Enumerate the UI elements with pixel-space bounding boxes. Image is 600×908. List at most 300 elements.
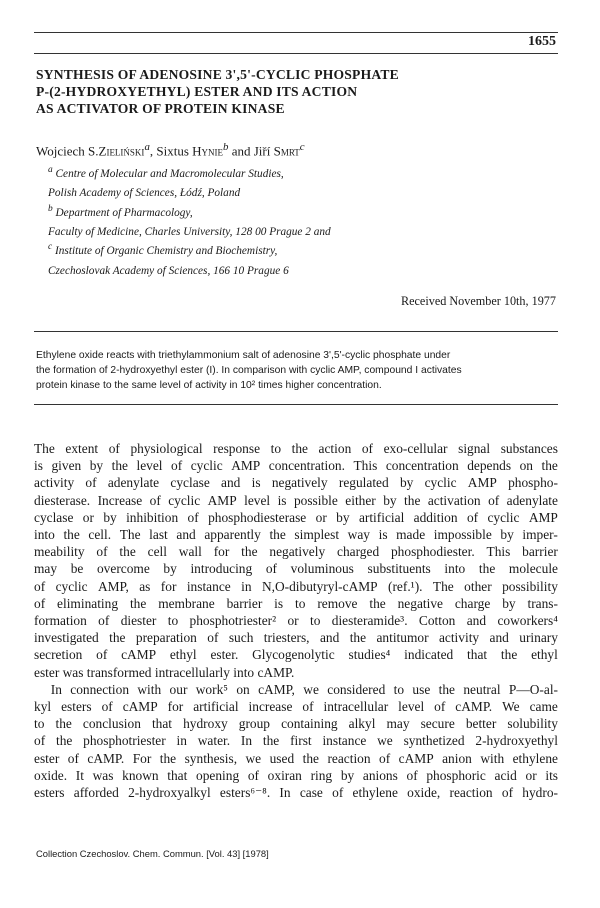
word: by (500, 527, 514, 543)
word: by (89, 458, 104, 474)
author-first-name: Jiří (253, 143, 274, 159)
word: N,O-dibutyryl-cAMP (261, 578, 378, 594)
word: investigated (34, 630, 99, 646)
word: barrier (522, 544, 558, 560)
word: as (139, 578, 151, 594)
word: is (274, 595, 284, 611)
word: diesteramide³. (331, 613, 408, 629)
word: to (295, 595, 306, 611)
word: cAMP. (87, 750, 125, 766)
word: anions (362, 767, 398, 783)
body-line (34, 646, 558, 663)
body-line (34, 526, 558, 543)
word: oxide, (407, 785, 441, 801)
word: trans- (527, 595, 558, 611)
word: that (167, 767, 188, 783)
top-rule (34, 32, 558, 33)
word: ethylene (352, 785, 398, 801)
word: the (500, 647, 518, 663)
word: we (377, 733, 393, 749)
body-line (34, 560, 558, 577)
word: ring (310, 767, 333, 783)
word: AMP (467, 475, 497, 491)
word: oxiran (267, 767, 302, 783)
author-affil-mark: b (223, 141, 229, 153)
affiliation-text: Centre of Molecular and Macromolecular Studies, (52, 167, 284, 180)
word: level (244, 492, 271, 508)
word: activation (427, 492, 481, 508)
word: was (92, 767, 114, 783)
word: by (163, 561, 177, 577)
word: of (247, 767, 259, 783)
word: cyclic (168, 492, 201, 508)
word: hydro- (522, 785, 558, 801)
word: water. (197, 733, 231, 749)
affil-mark: c (48, 242, 53, 253)
word: We (502, 699, 520, 715)
word: physiological (130, 441, 203, 456)
word: Increase (97, 492, 143, 508)
word: instance (186, 578, 231, 594)
word: artificial (358, 509, 405, 525)
word: of (379, 750, 391, 766)
word: solubility (507, 716, 558, 732)
title-line: AS ACTIVATOR OF PROTEIN KINASE (36, 101, 285, 116)
word: phospho- (508, 475, 558, 491)
word: by (340, 767, 355, 783)
word: cAMP, (258, 681, 295, 697)
affiliation-text: Department of Pharmacology, (52, 206, 193, 219)
word: neutral (463, 681, 501, 697)
word: activity (34, 475, 75, 491)
word: esters (61, 699, 92, 715)
word: formation (34, 613, 87, 629)
word: of (302, 699, 314, 715)
word: use (412, 681, 431, 697)
word: is (378, 527, 388, 543)
word: is (277, 492, 287, 508)
word: the (541, 458, 558, 474)
word: the (478, 561, 496, 577)
affiliation-text: Polish Academy of Sciences, Łódź, Poland (48, 187, 241, 200)
word: cyclic (487, 509, 520, 525)
word: to (167, 613, 179, 629)
word: (ref.¹). (388, 578, 423, 594)
word: indicated (404, 647, 454, 663)
journal-footer: Collection Czechoslov. Chem. Commun. [Vol. 43] [1978] (36, 848, 269, 859)
word: and (489, 630, 509, 646)
word: cAMP (122, 699, 158, 715)
word: by (383, 492, 397, 508)
word: phosphoric (426, 767, 486, 783)
word: ethyl (531, 647, 558, 663)
word: activity (438, 630, 480, 646)
word: addition (413, 509, 458, 525)
word: on (519, 458, 533, 474)
word: by (336, 509, 350, 525)
word: of (96, 647, 108, 663)
word: secure (420, 716, 455, 732)
word: made (396, 527, 426, 543)
word: the (63, 527, 80, 543)
word: of (34, 578, 46, 594)
word: alkyl (348, 716, 376, 732)
word: depends (467, 458, 512, 474)
word: with (137, 681, 162, 697)
word: concentration. (268, 458, 345, 474)
word: synthetized (403, 733, 465, 749)
word: with (480, 750, 505, 766)
word: of (98, 613, 110, 629)
word: to (34, 716, 45, 732)
word: anion (442, 750, 472, 766)
word: charge (454, 595, 491, 611)
word: artificial (193, 699, 239, 715)
abstract-line: the formation of 2-hydroxyethyl ester (I). In comparison with cyclic AMP, compound I activates (36, 364, 462, 376)
affiliation-line (48, 260, 548, 279)
word: extent (65, 441, 99, 456)
word: possible (293, 492, 338, 508)
word: synthesis, (184, 750, 238, 766)
page-number: 1655 (528, 34, 556, 49)
word: of (488, 492, 500, 508)
word: last (149, 527, 168, 543)
word: work⁵ (195, 681, 228, 697)
word: regulated (338, 475, 389, 491)
word: Cotton (418, 613, 456, 629)
word: membrane (158, 595, 215, 611)
word: of (501, 785, 514, 801)
word: of (96, 544, 108, 560)
word: for (160, 578, 177, 594)
word: and (221, 475, 241, 491)
word: that (467, 647, 488, 663)
word: the (438, 681, 455, 697)
word: hydroxy (183, 716, 228, 732)
word: reaction (449, 785, 493, 801)
body-line (34, 543, 558, 560)
word: phosphotriester² (189, 613, 277, 629)
word: ethylene (512, 750, 558, 766)
word: considered (327, 681, 386, 697)
word: The (119, 527, 141, 543)
word: antitumor (376, 630, 429, 646)
word: came (529, 699, 558, 715)
word: increase (248, 699, 293, 715)
word: In (34, 681, 62, 697)
word: afforded (73, 785, 119, 801)
title-line: P-(2-HYDROXYETHYL) ESTER AND ITS ACTION (36, 84, 358, 99)
word: may (386, 716, 410, 732)
word: of (67, 750, 79, 766)
word: phosphodiesterase (208, 509, 307, 525)
abstract-top-rule (34, 331, 558, 332)
word: concentration (385, 458, 459, 474)
word: This (353, 458, 378, 474)
word: acid (494, 767, 517, 783)
word: of (332, 785, 344, 801)
author-affil-mark: a (144, 141, 150, 153)
word: ethyl (169, 647, 197, 663)
word: of (108, 441, 120, 456)
word: The (432, 578, 454, 594)
body-line (34, 440, 558, 457)
body-line (34, 612, 558, 629)
word: the (349, 630, 367, 646)
word: containing (281, 716, 338, 732)
word: or (287, 613, 299, 629)
word: and (319, 630, 340, 646)
affiliation-text: Czechoslovak Academy of Sciences, 166 10 Prague 6 (48, 264, 289, 277)
word: negatively (269, 544, 326, 560)
word: instance (322, 733, 367, 749)
word: coworkers⁴ (497, 613, 558, 629)
author-last-name: Hynie (192, 143, 224, 159)
affiliation-line (48, 240, 548, 259)
word: remove (317, 595, 358, 611)
word: the (55, 733, 73, 749)
word: either (345, 492, 376, 508)
word: urinary (519, 630, 558, 646)
word: In (279, 785, 291, 801)
body-line (34, 767, 558, 784)
word: cyclase (34, 509, 74, 525)
word: conclusion (82, 716, 141, 732)
word: or (525, 767, 537, 783)
author-last-name: Smrt (273, 143, 300, 159)
word: opening (196, 767, 240, 783)
word: group (238, 716, 271, 732)
word: of (34, 595, 46, 611)
author-last-name: Zieliński (98, 143, 145, 159)
word: preparation (135, 630, 197, 646)
word: cell (147, 544, 167, 560)
word: of (207, 630, 219, 646)
body-line (34, 732, 558, 749)
word: esters (34, 785, 65, 801)
word: In (240, 733, 253, 749)
word: For (132, 750, 152, 766)
word: cAMP. (455, 699, 493, 715)
word: ester. (210, 647, 239, 663)
affiliation-text: Faculty of Medicine, Charles University, 128 00 Prague 2 and (48, 225, 331, 238)
word: It (75, 767, 84, 783)
word: cyclase (170, 475, 210, 491)
word: diesterase. (34, 492, 91, 508)
body-line (34, 750, 558, 767)
word: possibility (502, 578, 558, 594)
affil-mark: b (48, 203, 53, 214)
word: and (466, 613, 487, 629)
word: introducing (190, 561, 253, 577)
word: the (302, 750, 319, 766)
word: voluminous (290, 561, 354, 577)
word: esters⁶⁻⁸. (219, 785, 271, 801)
word: be (70, 561, 84, 577)
word: cAMP (398, 750, 434, 766)
word: of (171, 458, 183, 474)
word: apparently (204, 527, 261, 543)
word: our (169, 681, 188, 697)
word: substances (500, 441, 558, 456)
word: case (299, 785, 323, 801)
word: by (502, 595, 516, 611)
body-line (34, 715, 558, 732)
word: impossible (433, 527, 492, 543)
word: meability (34, 544, 85, 560)
word: 2-hydroxyethyl (475, 733, 558, 749)
word: cyclic (55, 578, 88, 594)
word: simplest (294, 527, 340, 543)
word: the (55, 716, 72, 732)
word: AMP (528, 509, 558, 525)
word: is (251, 475, 261, 491)
word: level (398, 699, 425, 715)
word: phosphotriester (83, 733, 166, 749)
affiliations (48, 163, 548, 279)
body-line (34, 492, 558, 509)
word: action (318, 441, 352, 456)
word: wall (178, 544, 202, 560)
affil-mark: a (48, 165, 53, 175)
word: 2-hydroxyalkyl (128, 785, 211, 801)
word: cAMP (121, 647, 157, 663)
word: triesters, (263, 630, 310, 646)
word: its (545, 767, 558, 783)
word: cyclic (424, 475, 457, 491)
word: response (213, 441, 261, 456)
word: in (241, 578, 252, 594)
word: known (122, 767, 159, 783)
article-title (36, 66, 556, 117)
word: of (101, 699, 113, 715)
body-line (34, 784, 558, 801)
author-list: Wojciech S.Zieliński$^a$, Sixtus Hynie$^b$ and Jiří Smrt$^c$ (36, 141, 305, 159)
word: such (228, 630, 254, 646)
word: of (406, 767, 418, 783)
body-line (34, 578, 558, 595)
word: the (291, 441, 308, 456)
word: for (213, 544, 230, 560)
body-line (34, 595, 558, 612)
word: on (236, 681, 250, 697)
word: used (269, 750, 295, 766)
word: or (82, 509, 94, 525)
word: AMP (207, 492, 237, 508)
author-first-name: Sixtus (156, 143, 193, 159)
word: cyclic (190, 458, 223, 474)
affiliation-line (48, 163, 548, 182)
body-line (34, 681, 558, 698)
word: of (434, 699, 446, 715)
word: of (187, 509, 199, 525)
word: This (486, 544, 511, 560)
word: way (347, 527, 370, 543)
word: other (464, 578, 492, 594)
word: for (167, 699, 184, 715)
abstract-line: protein kinase to the same level of activity in 10² times higher concentration. (36, 379, 382, 391)
word: the (369, 595, 386, 611)
word: of (361, 441, 373, 456)
body-line (34, 457, 558, 474)
body-line (34, 629, 558, 646)
word: to (309, 613, 321, 629)
word: of (85, 475, 97, 491)
word: to (393, 681, 405, 697)
body-line (34, 698, 558, 715)
word: oxide. (34, 767, 68, 783)
word: phosphodiester. (390, 544, 475, 560)
word: the (111, 458, 128, 474)
word: the (241, 544, 258, 560)
word: adenylate (107, 475, 160, 491)
word: negative (397, 595, 443, 611)
word: ester (34, 750, 60, 766)
word: diester (120, 613, 157, 629)
word: we (303, 681, 319, 697)
word: cell. (88, 527, 112, 543)
word: by (103, 509, 117, 525)
word: reaction (327, 750, 371, 766)
word: into (444, 561, 466, 577)
word: exo-cellular (383, 441, 448, 456)
title-line: SYNTHESIS OF ADENOSINE 3',5'-CYCLIC PHOSPHATE (36, 67, 399, 82)
word: of (265, 561, 277, 577)
word: by (399, 475, 414, 491)
word: we (245, 750, 262, 766)
word: connection (70, 681, 130, 697)
word: adenylate (506, 492, 558, 508)
affiliation-line (48, 202, 548, 221)
word: studies⁴ (348, 647, 391, 663)
word: eliminating (57, 595, 119, 611)
word: signal (458, 441, 491, 456)
word: the (119, 544, 136, 560)
word: of (149, 492, 161, 508)
word: kyl (34, 699, 52, 715)
abstract-line: Ethylene oxide reacts with triethylammonium salt of adenosine 3',5'-cyclic phosphate under (36, 350, 451, 361)
body-line (34, 474, 558, 491)
word: overcome (96, 561, 150, 577)
author-conjunction: and (228, 143, 254, 159)
word: negatively (271, 475, 328, 491)
word: first (290, 733, 312, 749)
word: level (136, 458, 163, 474)
abstract-bottom-rule (34, 404, 558, 405)
header-rule (34, 53, 558, 54)
word: in (176, 733, 187, 749)
body-text (34, 440, 558, 801)
word: the (109, 630, 126, 646)
word: or (315, 509, 327, 525)
received-date: Received November 10th, 1977 (400, 294, 556, 308)
word: Glycogenolytic (252, 647, 335, 663)
word: and (176, 527, 196, 543)
word: is (34, 458, 43, 474)
author-affil-mark: c (299, 141, 305, 153)
word: substituents (367, 561, 431, 577)
word: AMP (231, 458, 261, 474)
word: of (466, 509, 479, 525)
word: inhibition (126, 509, 179, 525)
word: molecule (508, 561, 558, 577)
body-line (34, 509, 558, 526)
word: intracellular (323, 699, 389, 715)
word: charged (337, 544, 380, 560)
word: the (159, 750, 177, 766)
word: the (129, 595, 147, 611)
abstract (36, 349, 558, 393)
